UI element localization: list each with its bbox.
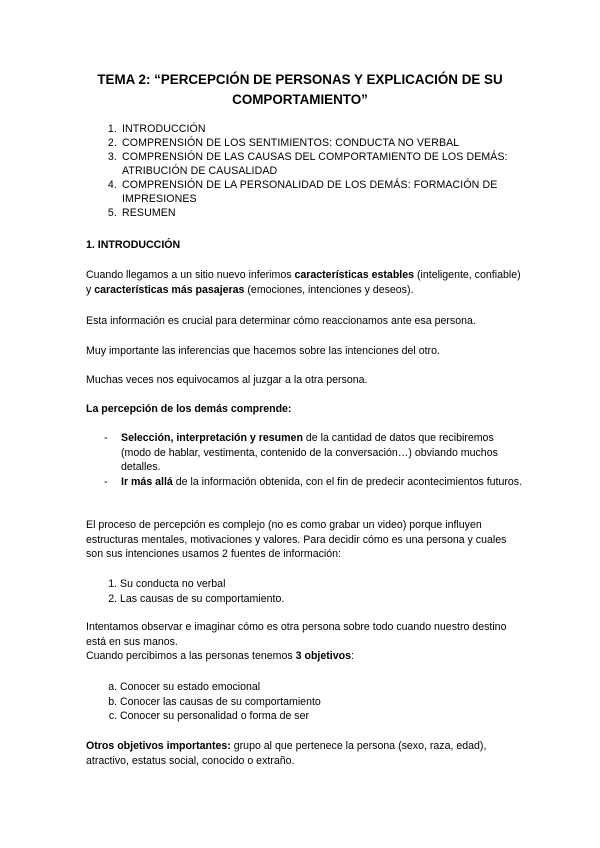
paragraph-mistakes: Muchas veces nos equivocamos al juzgar a la otra persona. xyxy=(86,374,368,386)
page-title: TEMA 2: “PERCEPCIÓN DE PERSONAS Y EXPLICACIÓN DE SU COMPORTAMIENTO” xyxy=(97,72,503,107)
text-run: : xyxy=(350,650,354,662)
text-run: de la información obtenida, con el fin de predecir acontecimientos futuros. xyxy=(172,475,523,488)
text-run: grupo al que pertenece la persona (sexo, raza, edad), atractivo, estatus social, conocido o extraño. xyxy=(86,740,487,767)
list-item: 1. Su conducta no verbal xyxy=(120,577,526,592)
sources-list xyxy=(86,577,526,606)
text-run: de la cantidad de datos que recibiremos (modo de hablar, vestimenta, contenido de la conversación…) obviando muchos detalles. xyxy=(121,432,498,473)
text-run: (emociones, intenciones y deseos). xyxy=(244,283,414,296)
bold-run: Selección, interpretación y resumen xyxy=(121,432,303,444)
objectives-list xyxy=(86,680,526,724)
text-run: Cuando llegamos a un sitio nuevo inferimos xyxy=(86,269,295,281)
bold-run: 3 objetivos xyxy=(295,650,351,662)
toc-item: 5. RESUMEN xyxy=(120,206,560,220)
bold-run: Ir más allá xyxy=(121,475,173,488)
perception-list-wrapper xyxy=(86,431,526,489)
toc-item: 4. COMPRENSIÓN DE LA PERSONALIDAD DE LOS DEMÁS: FORMACIÓN DE IMPRESIONES xyxy=(120,178,560,206)
paragraph-crucial: Esta información es crucial para determinar cómo reaccionamos ante esa persona. xyxy=(86,315,476,327)
list-item: a. Conocer su estado emocional xyxy=(120,680,526,695)
list-item: 2. Las causas de su comportamiento. xyxy=(120,592,526,607)
paragraph-objectives xyxy=(86,649,526,664)
bold-run: características estables xyxy=(294,269,415,281)
toc-item: 3. COMPRENSIÓN DE LAS CAUSAS DEL COMPORTAMIENTO DE LOS DEMÁS: ATRIBUCIÓN DE CAUSALIDAD xyxy=(120,150,560,178)
bold-run: Otros objetivos importantes: xyxy=(86,740,231,752)
sources-list-wrapper xyxy=(86,577,526,606)
list-item: b. Conocer las causas de su comportamiento xyxy=(120,695,526,710)
table-of-contents xyxy=(86,122,560,220)
list-item: c. Conocer su personalidad o forma de ser xyxy=(120,709,526,724)
toc-item: 2. COMPRENSIÓN DE LOS SENTIMIENTOS: CONDUCTA NO VERBAL xyxy=(120,136,560,150)
section-heading: 1. INTRODUCCIÓN xyxy=(86,239,181,251)
perception-list xyxy=(86,431,526,489)
paragraph-other-objectives xyxy=(86,739,526,768)
paragraph-process: El proceso de percepción es complejo (no es como grabar un video) porque influyen estructuras mentales, motivaciones y valores. Para decidir cómo es una persona y cuales son sus intenciones usamos 2 fuentes de información: xyxy=(86,519,507,560)
text-run: Cuando percibimos a las personas tenemos xyxy=(86,650,296,662)
bold-run: características más pasajeras xyxy=(94,283,245,296)
objectives-list-wrapper xyxy=(86,680,526,724)
toc-item: 1. INTRODUCCIÓN xyxy=(120,122,560,136)
list-item xyxy=(121,431,526,475)
text-run: (inteligente, confiable) y xyxy=(86,269,521,296)
paragraph-observe: Intentamos observar e imaginar cómo es otra persona sobre todo cuando nuestro destino está en sus manos. xyxy=(86,621,507,648)
paragraph-inferences: Muy importante las inferencias que hacemos sobre las intenciones del otro. xyxy=(86,345,440,357)
paragraph-characteristics xyxy=(86,268,526,297)
subheading-perception: La percepción de los demás comprende: xyxy=(86,403,292,415)
list-item xyxy=(121,475,526,490)
